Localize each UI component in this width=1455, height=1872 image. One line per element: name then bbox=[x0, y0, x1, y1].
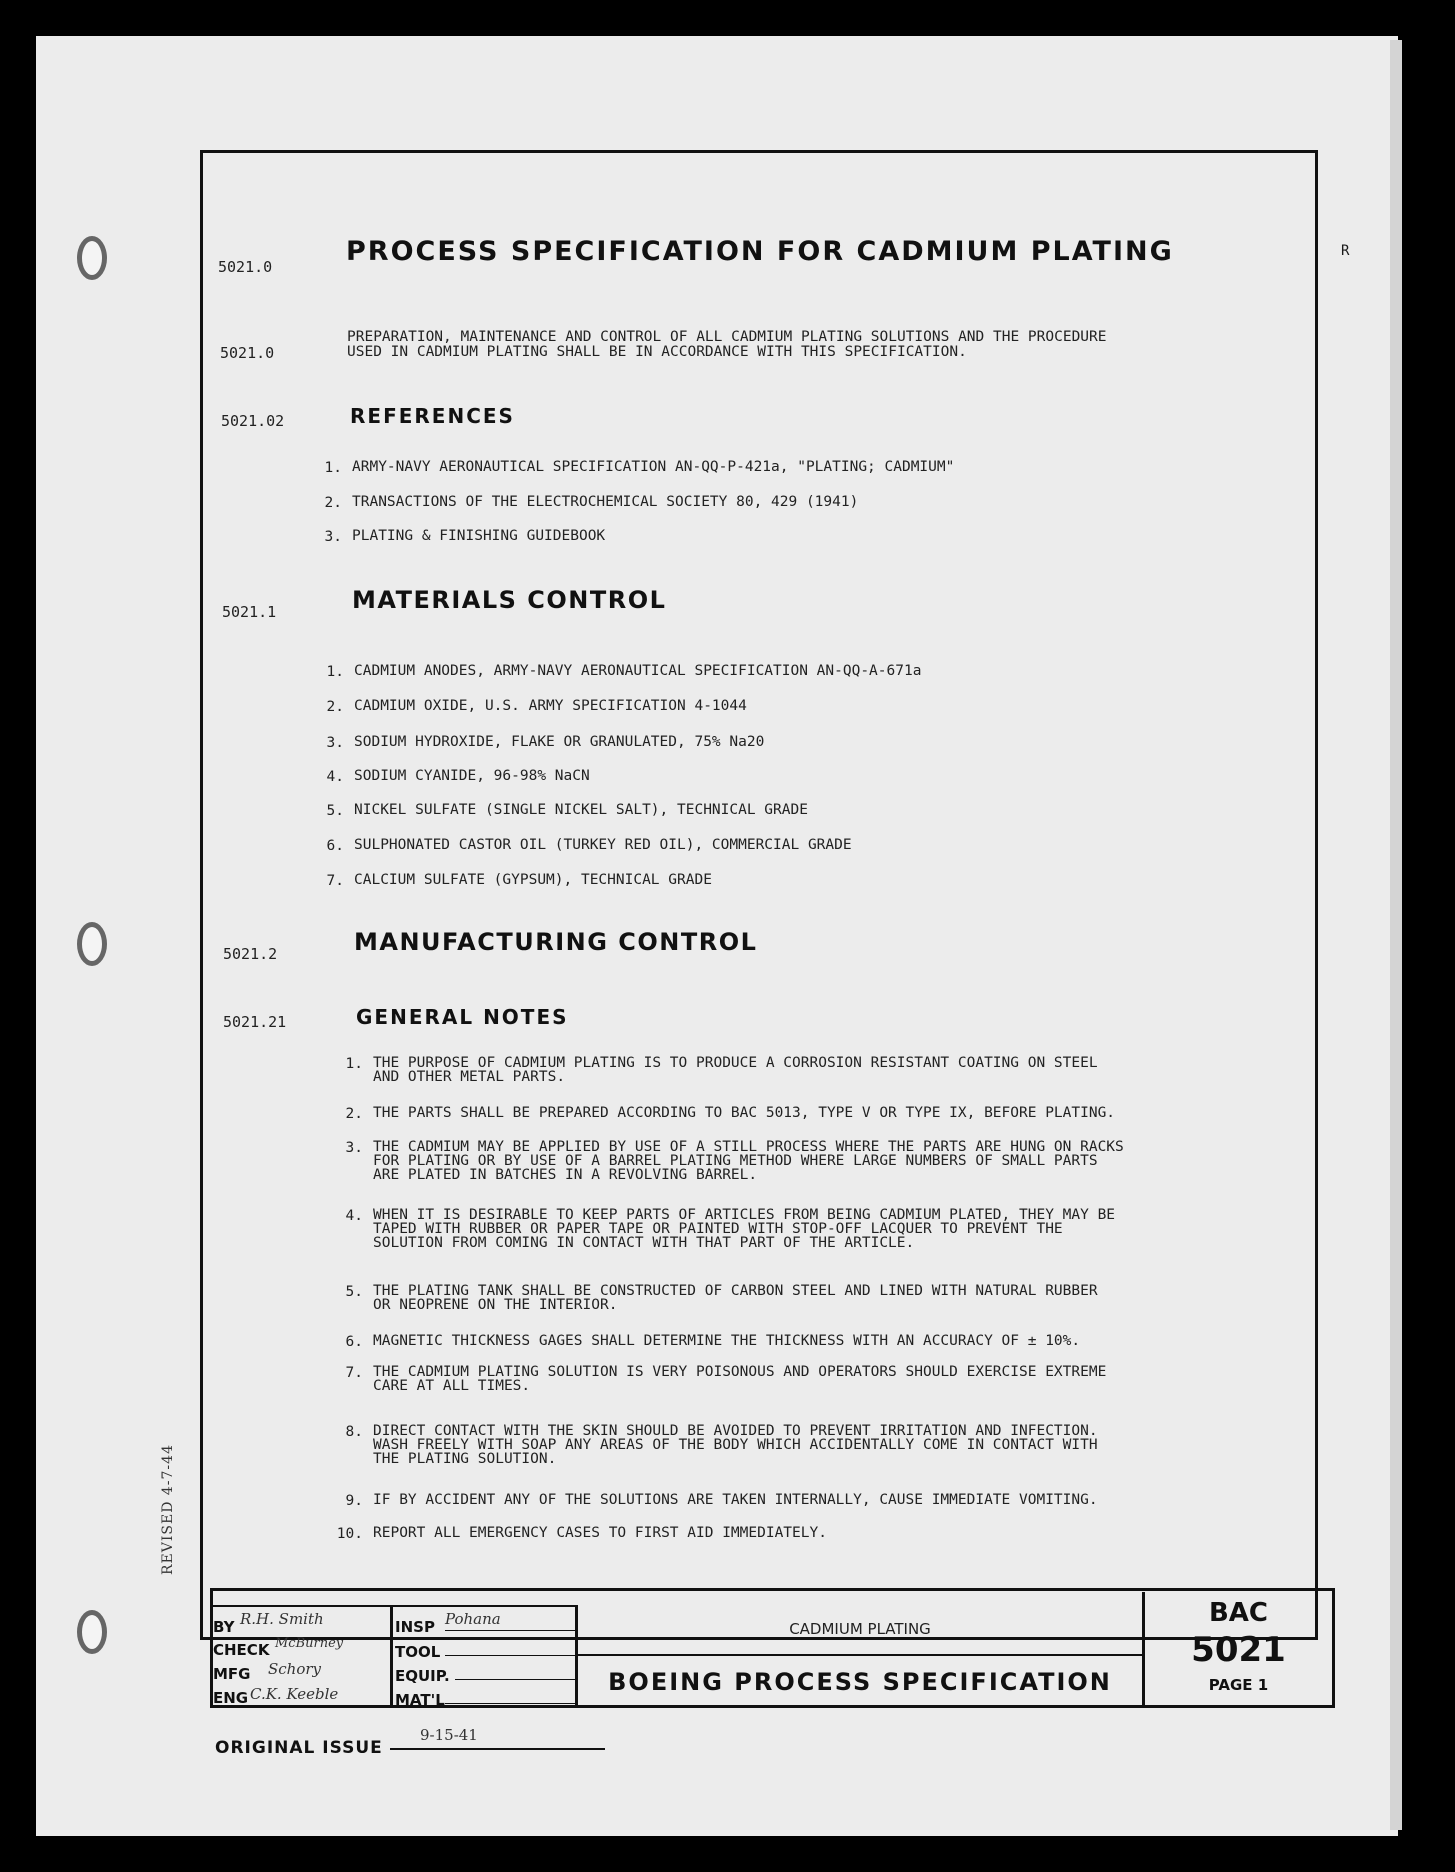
insp-label: INSP bbox=[395, 1618, 435, 1636]
section-number: 5021.0 bbox=[220, 344, 275, 362]
binder-hole-bottom bbox=[77, 1610, 107, 1654]
mfg-label: MFG bbox=[213, 1665, 251, 1683]
page-number: PAGE 1 bbox=[1208, 1676, 1269, 1694]
section-number: 5021.1 bbox=[222, 603, 277, 621]
document-title: CADMIUM PLATING bbox=[789, 1620, 931, 1638]
revision-mark: R bbox=[1341, 243, 1350, 259]
intro-line: USED IN CADMIUM PLATING SHALL BE IN ACCORDANCE WITH THIS SPECIFICATION. bbox=[347, 344, 967, 360]
spec-number: 5021 bbox=[1191, 1630, 1286, 1670]
section-number: 5021.21 bbox=[223, 1013, 287, 1031]
check-label: CHECK bbox=[213, 1641, 270, 1659]
check-signature: McBurney bbox=[275, 1636, 344, 1651]
eng-label: ENG bbox=[213, 1689, 249, 1707]
mfg-signature: Schory bbox=[268, 1660, 322, 1678]
tool-label: TOOL bbox=[395, 1643, 441, 1661]
section-heading: MANUFACTURING CONTROL bbox=[354, 928, 758, 956]
original-issue-date: 9-15-41 bbox=[420, 1726, 478, 1744]
section-number: 5021.0 bbox=[218, 258, 273, 276]
by-label: BY bbox=[213, 1618, 235, 1636]
binder-hole-middle bbox=[77, 922, 107, 966]
section-heading: MATERIALS CONTROL bbox=[352, 586, 667, 614]
spec-prefix: BAC bbox=[1208, 1598, 1269, 1628]
content-frame bbox=[200, 150, 1318, 1640]
eng-signature: C.K. Keeble bbox=[250, 1685, 339, 1703]
organization-title: BOEING PROCESS SPECIFICATION bbox=[608, 1668, 1112, 1696]
original-issue-underline bbox=[390, 1748, 605, 1750]
binder-hole-top bbox=[77, 236, 107, 280]
by-signature: R.H. Smith bbox=[240, 1610, 324, 1628]
section-number: 5021.2 bbox=[223, 945, 278, 963]
original-issue-label: ORIGINAL ISSUE bbox=[215, 1738, 383, 1758]
revised-date: REVISED 4-7-44 bbox=[160, 1444, 176, 1575]
equip-label: EQUIP. bbox=[395, 1667, 450, 1685]
insp-signature: Pohana bbox=[445, 1610, 501, 1628]
intro-line: PREPARATION, MAINTENANCE AND CONTROL OF ALL CADMIUM PLATING SOLUTIONS AND THE PROCEDURE bbox=[347, 329, 1107, 345]
section-number: 5021.02 bbox=[221, 412, 285, 430]
section-heading: GENERAL NOTES bbox=[356, 1005, 569, 1029]
matl-label: MAT'L bbox=[395, 1691, 445, 1709]
page-edge-shadow bbox=[1390, 40, 1402, 1830]
page-title: PROCESS SPECIFICATION FOR CADMIUM PLATING bbox=[346, 236, 1174, 267]
section-heading: REFERENCES bbox=[350, 404, 515, 428]
